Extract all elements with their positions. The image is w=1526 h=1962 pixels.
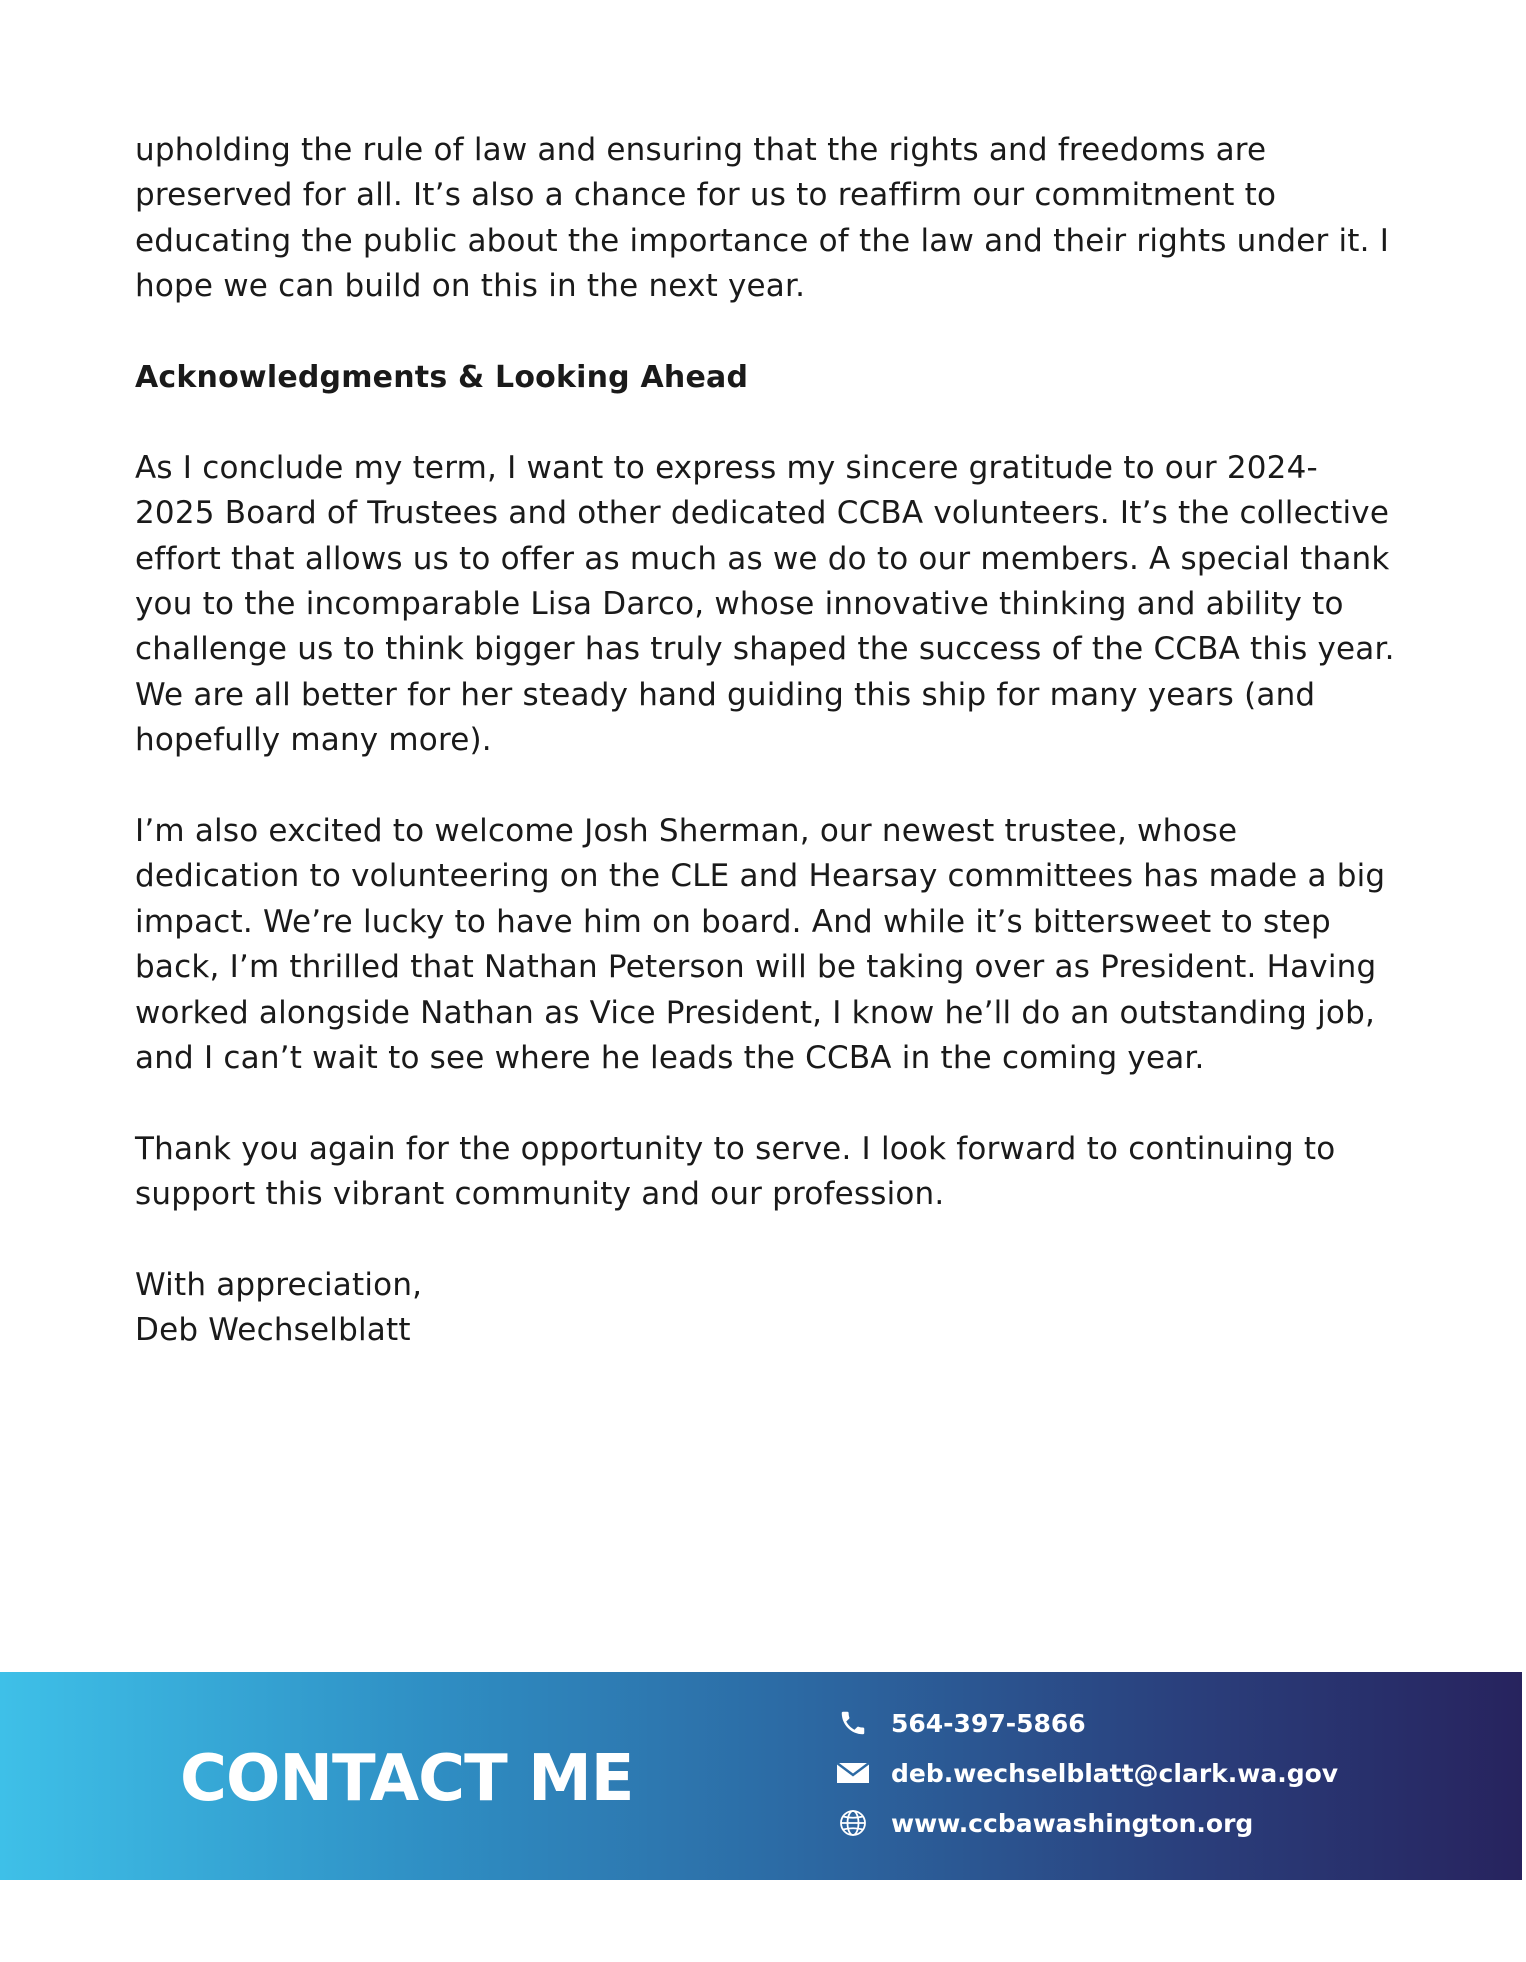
closing-line: With appreciation, bbox=[135, 1267, 423, 1304]
signature-name: Deb Wechselblatt bbox=[135, 1312, 411, 1349]
section-heading: Acknowledgments & Looking Ahead bbox=[135, 360, 749, 396]
envelope-icon bbox=[835, 1755, 871, 1791]
globe-icon bbox=[835, 1805, 871, 1841]
contact-email-row bbox=[835, 1748, 1338, 1798]
letter-body bbox=[135, 128, 1395, 1354]
signoff bbox=[135, 1263, 1395, 1354]
contact-email[interactable]: deb.wechselblatt@clark.wa.gov bbox=[891, 1758, 1339, 1788]
paragraph-gratitude: As I conclude my term, I want to express my sincere gratitude to our 2024-2025 Board of Trustees and other dedicated CCBA volunteers. It’s the collective effort that allows us to offer as much as we do to our members. A special thank you to the incomparable Lisa Darco, whose innovative thinking and ability to challenge us to think bigger has truly shaped the success of the CCBA this year. We are all better for her steady hand guiding this ship for many years (and hopefully many more). bbox=[135, 449, 1395, 759]
contact-website[interactable]: www.ccbawashington.org bbox=[891, 1808, 1254, 1838]
contact-list bbox=[835, 1698, 1338, 1848]
paragraph-welcome: I’m also excited to welcome Josh Sherman, our newest trustee, whose dedication to volunteering on the CLE and Hearsay committees has made a big impact. We’re lucky to have him on board. And while it’s bittersweet to step back, I’m thrilled that Nathan Peterson will be taking over as President. Having worked alongside Nathan as Vice President, I know he’ll do an outstanding job, and I can’t wait to see where he leads the CCBA in the coming year. bbox=[135, 813, 1386, 1077]
contact-phone[interactable]: 564-397-5866 bbox=[891, 1708, 1086, 1738]
paragraph-thanks: Thank you again for the opportunity to serve. I look forward to continuing to support this vibrant community and our profession. bbox=[135, 1130, 1336, 1213]
intro-paragraph: upholding the rule of law and ensuring that the rights and freedoms are preserved for all. It’s also a chance for us to reaffirm our commitment to educating the public about the importance of the law and their rights under it. I hope we can build on this in the next year. bbox=[135, 132, 1390, 305]
contact-phone-row bbox=[835, 1698, 1338, 1748]
contact-website-row bbox=[835, 1798, 1338, 1848]
contact-title: CONTACT ME bbox=[180, 1742, 634, 1816]
phone-icon bbox=[835, 1705, 871, 1741]
contact-footer-banner bbox=[0, 1672, 1522, 1880]
